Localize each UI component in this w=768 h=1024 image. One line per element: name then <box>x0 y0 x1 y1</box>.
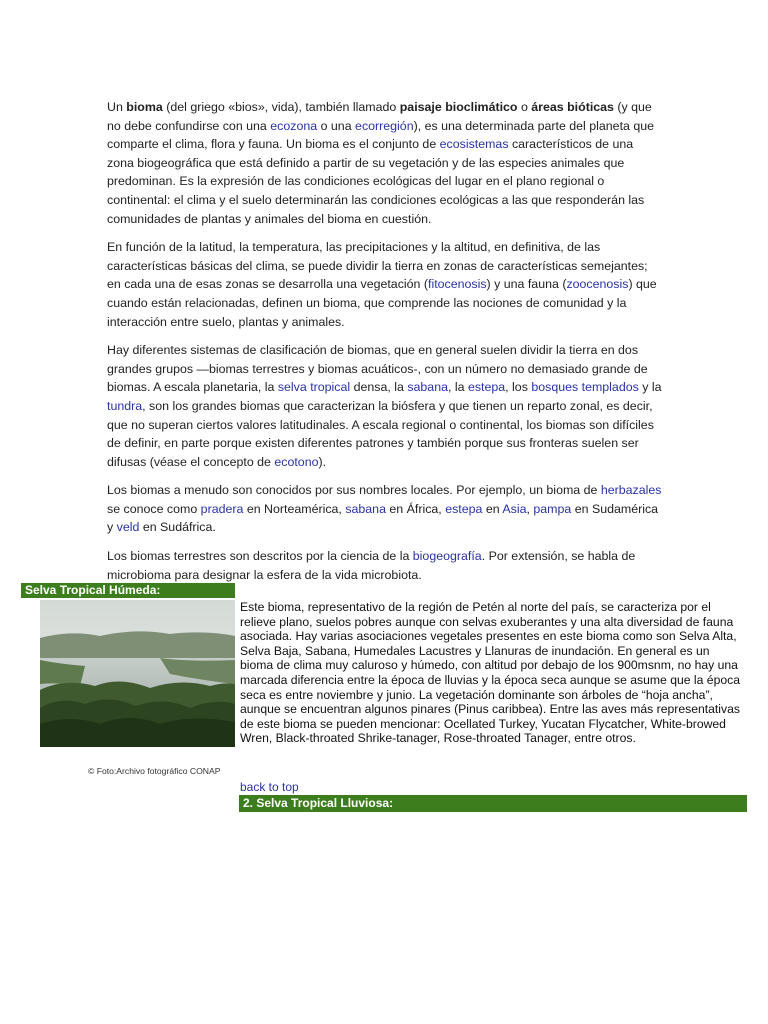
link-biogeografia[interactable]: biogeografía <box>412 549 482 564</box>
link-zoocenosis[interactable]: zoocenosis <box>566 277 629 292</box>
paragraph-4 <box>107 481 662 537</box>
text: en Norteamérica, <box>243 501 346 516</box>
link-bosques-templados[interactable]: bosques templados <box>531 380 639 395</box>
text: Los biomas a menudo son conocidos por sus nombres locales. Por ejemplo, un bioma de <box>107 483 601 498</box>
bold-term: bioma <box>126 100 163 114</box>
text: , <box>526 501 534 516</box>
link-tundra[interactable]: tundra <box>107 398 143 413</box>
text: , la <box>447 380 468 395</box>
link-sabana[interactable]: sabana <box>407 380 448 395</box>
text: ) y una fauna ( <box>486 277 567 292</box>
text: o <box>517 100 532 114</box>
text: Hay diferentes sistemas de clasificación de biomas, que en general suelen dividir la tierra en dos grandes grupos —biomas terrestres y biomas acuáticos-, con un número no demasiado grande de biomas. A escala planetaria, la <box>107 343 648 395</box>
text: , los <box>505 380 532 395</box>
text: en África, <box>385 501 446 516</box>
paragraph-3 <box>107 341 662 471</box>
text: Los biomas terrestres son descritos por la ciencia de la <box>107 549 413 564</box>
link-estepa[interactable]: estepa <box>467 380 506 395</box>
section-title-selva-tropical-lluviosa: 2. Selva Tropical Lluviosa: <box>239 795 747 812</box>
link-selva-tropical[interactable]: selva tropical <box>277 380 351 395</box>
paragraph-2 <box>107 238 662 331</box>
text: densa, la <box>350 380 408 395</box>
link-pampa[interactable]: pampa <box>533 501 572 516</box>
link-herbazales[interactable]: herbazales <box>600 483 662 498</box>
text: (y que no debe confundirse con una <box>107 100 652 133</box>
text: en Sudamérica y <box>107 501 659 535</box>
paragraph-1 <box>107 98 662 228</box>
text: en Sudáfrica. <box>139 520 216 535</box>
paragraph-5 <box>107 547 662 584</box>
text: o una <box>317 118 356 133</box>
text: en <box>482 501 503 516</box>
link-ecotono[interactable]: ecotono <box>274 454 319 469</box>
text: característicos de una zona biogeográfica que está definido a partir de su vegetación y de las especies animales que predominan. Es la expresión de las condiciones ecológicas del lugar en el plano regional o continental: el clima y el suelo determinarán las condiciones ecológicas a las que responderán las comunidades de plantas y animales del bioma en cuestión. <box>107 137 645 226</box>
text: , son los grandes biomas que caracterizan la biósfera y que tienen un reparto zonal, es decir, que no superan ciertos valores latitudinales. A escala regional o continental, los biomas son difíciles de definir, en parte porque existen diferentes patrones y también porque sus fronteras suelen ser difusas (véase el concepto de <box>107 398 654 469</box>
bold-term: áreas bióticas <box>531 100 614 114</box>
text: se conoce como <box>107 501 201 516</box>
link-veld[interactable]: veld <box>116 520 140 535</box>
link-asia[interactable]: Asia <box>502 501 527 516</box>
photo-caption: © Foto:Archivo fotográfico CONAP <box>88 766 221 776</box>
text: y la <box>638 380 662 395</box>
link-ecorregion[interactable]: ecorregión <box>355 118 414 133</box>
text: ) que cuando están relacionadas, definen un bioma, que comprende las nociones de comunidad y la interacción entre suelo, plantas y animales. <box>107 277 657 329</box>
text: ). <box>318 454 327 469</box>
article-body <box>107 98 662 594</box>
back-to-top-link[interactable]: back to top <box>240 780 299 794</box>
text: (del griego «bios», vida), también llamado <box>162 100 400 114</box>
text: Un <box>107 100 127 114</box>
photo-selva-tropical <box>40 600 235 747</box>
text: . Por extensión, se habla de microbioma para designar la esfera de la vida microbiota. <box>107 549 636 582</box>
link-fitocenosis[interactable]: fitocenosis <box>428 277 487 292</box>
text: En función de la latitud, la temperatura, las precipitaciones y la altitud, en definitiva, de las características básicas del clima, se puede dividir la tierra en zonas de características semejantes; en cada una de esas zonas se desarrolla una vegetación ( <box>107 240 648 292</box>
link-sabana[interactable]: sabana <box>345 501 386 516</box>
section-description: Este bioma, representativo de la región de Petén al norte del país, se caracteriza por el relieve plano, suelos pobres aunque con selvas exuberantes y una alta diversidad de fauna asociada. Hay varias asociaciones vegetales presentes en este bioma como son Selva Alta, Selva Baja, Sabana, Humedales Lacustres y Llanuras de inundación. En general es un bioma de clima muy caluroso y húmedo, con altitud por debajo de los 900msnm, no hay una marcada diferencia entre la época de lluvias y la época seca aunque se asume que la época seca es entre noviembre y junio. La vegetación dominante son árboles de “hoja ancha”, aunque se encuentran algunos pinares (Pinus caribbea). Entre las aves más representativas de este bioma se pueden mencionar: Ocellated Turkey, Yucatan Flycatcher, White-browed Wren, Black-throated Shrike-tanager, Rose-throated Tanager, entre otros. <box>240 600 741 746</box>
bold-term: paisaje bioclimático <box>399 100 518 114</box>
landscape-image <box>40 600 235 747</box>
section-title-selva-tropical-humeda: Selva Tropical Húmeda: <box>21 583 235 598</box>
text: ), es una determinada parte del planeta que comparte el clima, flora y fauna. Un bioma es el conjunto de <box>107 118 655 152</box>
link-ecosistemas[interactable]: ecosistemas <box>439 137 509 152</box>
link-ecozona[interactable]: ecozona <box>270 118 318 133</box>
link-pradera[interactable]: pradera <box>200 501 244 516</box>
link-estepa[interactable]: estepa <box>445 501 483 516</box>
